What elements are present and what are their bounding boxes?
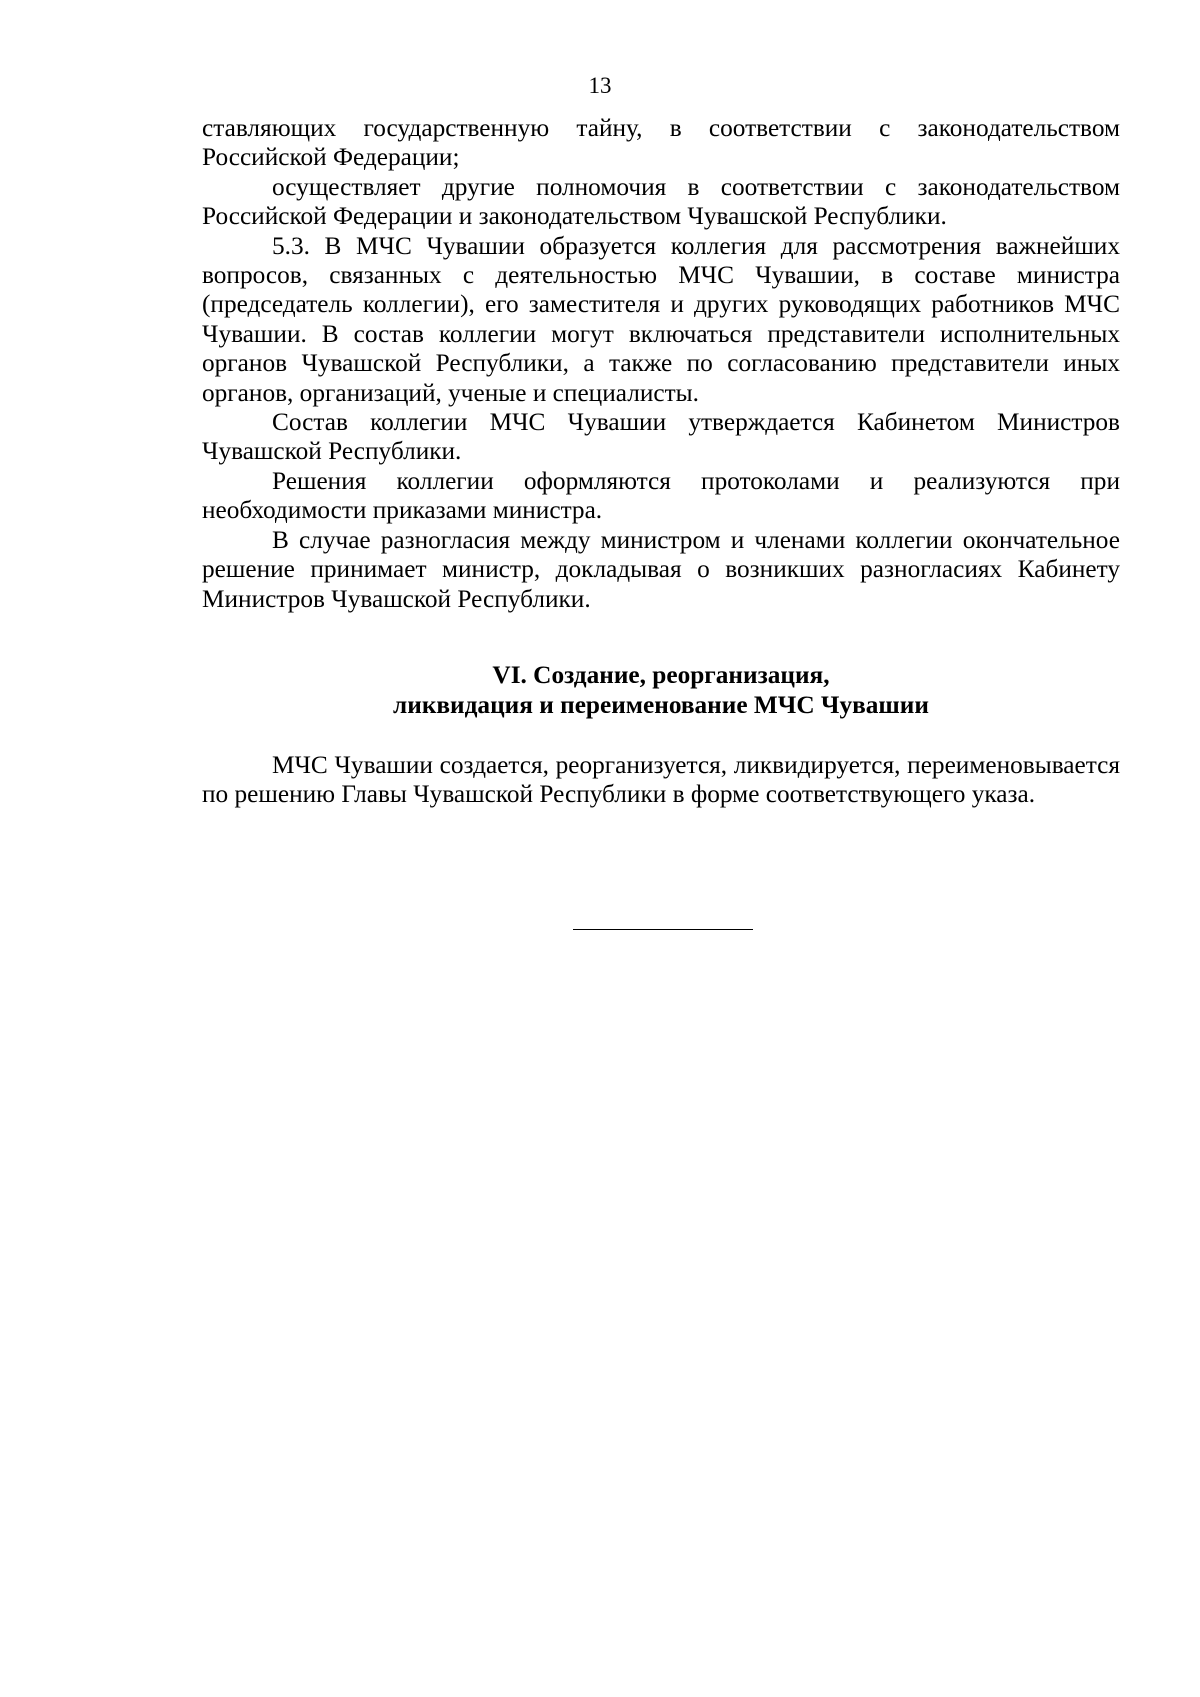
- section-heading-line-2: ликвидация и переименование МЧС Чувашии: [393, 691, 929, 719]
- paragraph-collegium-composition: Состав коллегии МЧС Чувашии утверждается Кабинетом Министров Чувашской Республики.: [202, 408, 1120, 466]
- paragraph-collegium-decisions: Решения коллегии оформляются протоколами и реализуются при необходимости приказами министра.: [202, 466, 1120, 525]
- paragraph-disagreement: В случае разногласия между министром и членами коллегии окончательное решение принимает министр, докладывая о возникших разногласиях Кабинету Министров Чувашской Республики.: [202, 525, 1120, 613]
- section-body: [202, 751, 1120, 810]
- section-heading-line-1: VI. Создание, реорганизация,: [492, 661, 830, 689]
- paragraph-other-powers: осуществляет другие полномочия в соответствии с законодательством Российской Федерации и законодательством Чувашской Республики.: [202, 172, 1120, 231]
- page-number: 13: [588, 73, 612, 98]
- document-body: [202, 114, 1120, 614]
- end-divider: [573, 929, 753, 930]
- paragraph-5-3-collegium: 5.3. В МЧС Чувашии образуется коллегия для рассмотрения важнейших вопросов, связанных с деятельностью МЧС Чувашии, в составе министра (председатель коллегии), его заместителя и других руководящих работников МЧС Чувашии. В состав коллегии могут включаться представители исполнительных органов Чувашской Республики, а также по согласованию представители иных органов, организаций, ученые и специалисты.: [202, 231, 1120, 407]
- section-heading: [202, 660, 1120, 720]
- paragraph-continuation: ставляющих государственную тайну, в соответствии с законодательством Российской Федерации;: [202, 114, 1120, 172]
- paragraph-creation-reorganization: МЧС Чувашии создается, реорганизуется, ликвидируется, переименовывается по решению Главы Чувашской Республики в форме соответствующего указа.: [202, 751, 1120, 809]
